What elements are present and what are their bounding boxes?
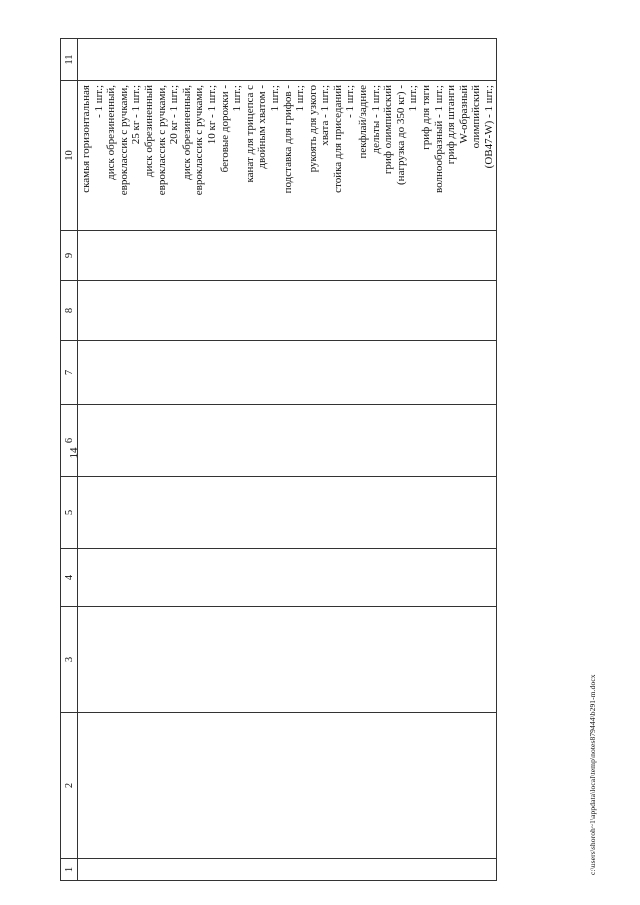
table-cell: [78, 549, 497, 607]
equipment-line: 1 шт.;: [268, 85, 281, 112]
table-cell: [78, 405, 497, 477]
equipment-line: стойка для приседаний: [331, 85, 344, 193]
equipment-table: [60, 38, 497, 881]
equipment-list: [80, 85, 496, 226]
equipment-line: (ОВ47-W) - 1 шт.;: [483, 85, 495, 169]
column-header: 7: [61, 341, 78, 405]
equipment-line: - 1 шт.;: [344, 85, 357, 118]
table-cell: [78, 477, 497, 549]
equipment-line: диск обрезиненный,: [105, 85, 118, 180]
equipment-line: (нагрузка до 350 кг) -: [394, 85, 407, 185]
equipment-line: подставка для грифов -: [281, 85, 294, 194]
column-header: 9: [61, 231, 78, 281]
equipment-line: волнообразный - 1 шт.;: [432, 85, 445, 194]
equipment-line: гриф олимпийский: [382, 85, 395, 175]
equipment-line: беговые дорожки -: [218, 85, 231, 173]
table-cell: [78, 607, 497, 713]
table-cell: [78, 231, 497, 281]
equipment-line: 10 кг - 1 шт.;: [205, 85, 218, 145]
equipment-line: W-образный: [457, 85, 470, 144]
equipment-line: 1 шт.;: [231, 85, 244, 112]
equipment-line: рукоять для узкого: [306, 85, 319, 173]
equipment-line: диск обрезиненный,: [180, 85, 193, 180]
column-header: 5: [61, 477, 78, 549]
table-cell: [78, 859, 497, 881]
equipment-line: диск обрезиненный: [142, 85, 155, 178]
equipment-line: канат для трицепса с: [243, 85, 256, 183]
equipment-line: гриф для тяги: [420, 85, 433, 150]
equipment-line: евроклассик с ручками,: [155, 85, 168, 196]
column-header: 8: [61, 281, 78, 341]
column-header: 6: [61, 405, 78, 477]
table-cell: [78, 713, 497, 859]
equipment-line: скамья горизонтальная: [80, 85, 92, 193]
column-header: 2: [61, 713, 78, 859]
table-cell: [78, 281, 497, 341]
equipment-line: евроклассик с ручками,: [193, 85, 206, 196]
column-header: 4: [61, 549, 78, 607]
column-header: 1: [61, 859, 78, 881]
file-path: c:\users\shoroh~1\appdata\local\temp\notes879444\b291-m.docx: [588, 674, 597, 875]
equipment-line: гриф для штанги: [445, 85, 458, 165]
equipment-line: двойным хватом -: [256, 85, 269, 169]
table-row: [78, 39, 497, 881]
equipment-line: - 1 шт.;: [92, 85, 105, 118]
equipment-line: 25 кг - 1 шт.;: [130, 85, 143, 145]
column-header: 10: [61, 81, 78, 231]
equipment-line: евроклассик с ручками,: [117, 85, 130, 196]
equipment-line: олимпийский: [470, 85, 483, 149]
equipment-line: пекфлай/задние: [357, 85, 370, 159]
equipment-line: 20 кг - 1 шт.;: [168, 85, 181, 145]
column-header: 3: [61, 607, 78, 713]
table-cell: [78, 39, 497, 81]
equipment-list-cell: [78, 81, 497, 231]
equipment-line: хвата - 1 шт.;: [319, 85, 332, 146]
column-header: 11: [61, 39, 78, 81]
page-number: 14: [68, 447, 80, 459]
equipment-line: 1 шт.;: [294, 85, 307, 112]
header-row: [61, 39, 78, 881]
table-cell: [78, 341, 497, 405]
equipment-line: дельты - 1 шт.;: [369, 85, 382, 154]
equipment-line: 1 шт.;: [407, 85, 420, 112]
